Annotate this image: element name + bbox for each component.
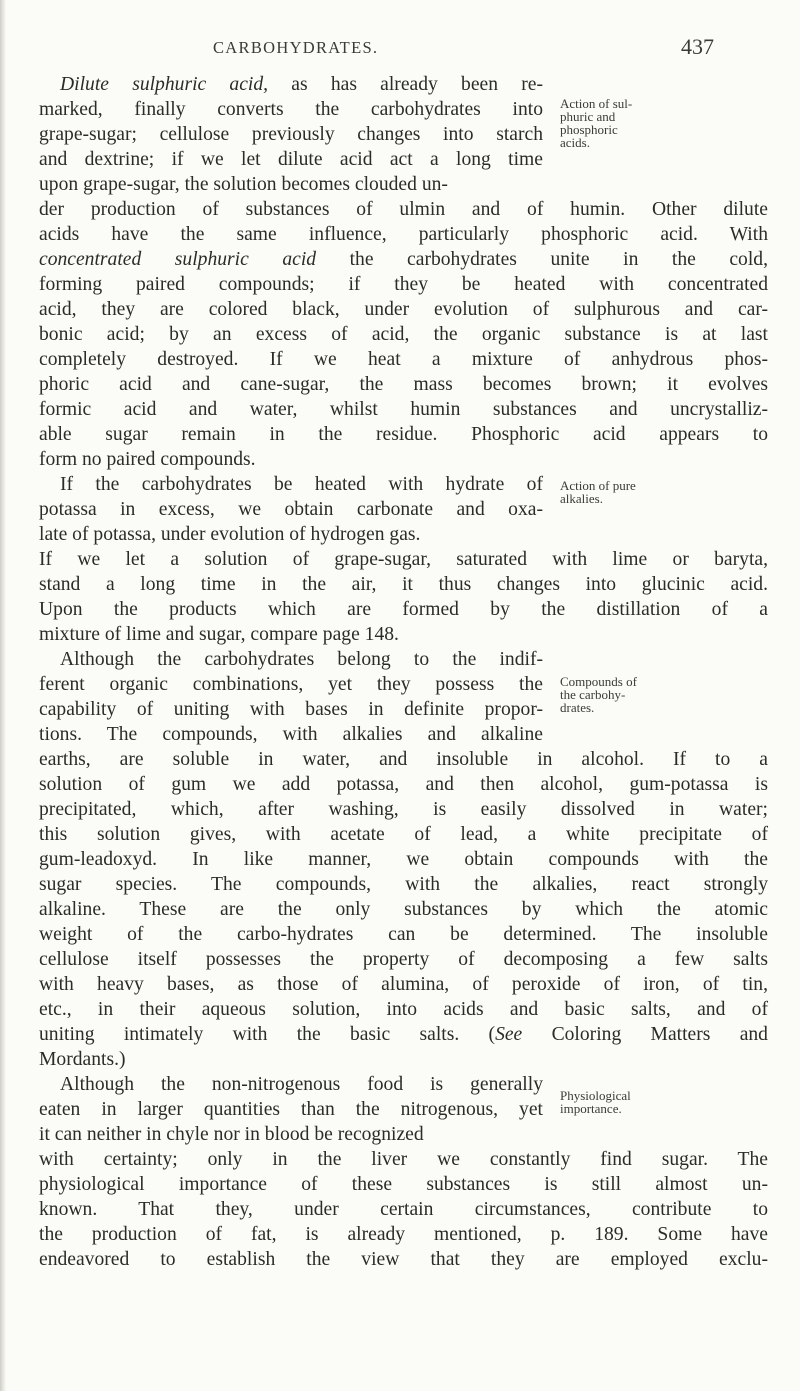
text-line: the production of fat, is already mentioned, p. 189. Some have [39,1224,768,1245]
text-line: this solution gives, with acetate of lead, a white precipitate of [39,824,768,845]
text-line: capability of uniting with bases in definite propor- [39,699,543,720]
text-line: stand a long time in the air, it thus changes into glucinic acid. [39,574,768,595]
text-line: late of potassa, under evolution of hydrogen gas. [39,524,421,545]
text-line: bonic acid; by an excess of acid, the organic substance is at last [39,324,768,345]
text-line: Dilute sulphuric acid, as has already been re- [60,74,543,95]
text-line: forming paired compounds; if they be heated with concentrated [39,274,768,295]
text-line: with certainty; only in the liver we constantly find sugar. The [39,1149,768,1170]
text-line: upon grape-sugar, the solution becomes clouded un- [39,174,448,195]
text-line: Upon the products which are formed by the distillation of a [39,599,768,620]
margin-note-alkalies: Action of pure alkalies. [560,478,636,506]
text-line: Although the non-nitrogenous food is generally [60,1074,543,1095]
text-line: formic acid and water, whilst humin substances and uncrystalliz- [39,399,768,420]
text-line: concentrated sulphuric acid the carbohydrates unite in the cold, [39,249,768,270]
text-line: If the carbohydrates be heated with hydrate of [60,474,543,495]
italic-term: Dilute sulphuric acid, [60,74,269,95]
text-line: weight of the carbo-hydrates can be determined. The insoluble [39,924,768,945]
text-line: able sugar remain in the residue. Phosphoric acid appears to [39,424,768,445]
text-line: marked, finally converts the carbohydrates into [39,99,543,120]
text-line: eaten in larger quantities than the nitrogenous, yet [39,1099,543,1120]
page-number: 437 [681,34,714,59]
text-line: tions. The compounds, with alkalies and alkaline [39,724,543,745]
text-line: completely destroyed. If we heat a mixture of anhydrous phos- [39,349,768,370]
margin-note-physiological: Physiological importance. [560,1088,631,1116]
text-line: cellulose itself possesses the property of decomposing a few salts [39,949,768,970]
text-line: form no paired compounds. [39,449,256,470]
margin-note-sulphuric: Action of sul- phuric and phosphoric acids. [560,96,633,150]
text-line: acids have the same influence, particularly phosphoric acid. With [39,224,768,245]
text-line: and dextrine; if we let dilute acid act a long time [39,149,543,170]
text-line: etc., in their aqueous solution, into acids and basic salts, and of [39,999,768,1020]
text-line: known. That they, under certain circumstances, contribute to [39,1199,768,1220]
text-line: precipitated, which, after washing, is easily dissolved in water; [39,799,768,820]
text-line: alkaline. These are the only substances by which the atomic [39,899,768,920]
text-line: physiological importance of these substances is still almost un- [39,1174,768,1195]
italic-term: See [495,1024,523,1045]
text-line: Mordants.) [39,1049,126,1070]
text-line: acid, they are colored black, under evolution of sulphurous and car- [39,299,768,320]
text-line: Although the carbohydrates belong to the indif- [60,649,543,670]
text-line: der production of substances of ulmin and of humin. Other dilute [39,199,768,220]
text-line: sugar species. The compounds, with the alkalies, react strongly [39,874,768,895]
running-title: CARBOHYDRATES. [213,38,379,57]
text-line: gum-leadoxyd. In like manner, we obtain compounds with the [39,849,768,870]
text-line: grape-sugar; cellulose previously changes into starch [39,124,543,145]
text-line: it can neither in chyle nor in blood be recognized [39,1124,424,1145]
italic-term: concentrated sulphuric acid [39,249,317,270]
binding-shadow [0,0,6,1391]
text-line: uniting intimately with the basic salts. (See Coloring Matters and [39,1024,768,1045]
margin-note-compounds: Compounds of the carbohy- drates. [560,674,637,715]
text-line: with heavy bases, as those of alumina, of peroxide of iron, of tin, [39,974,768,995]
text-line: ferent organic combinations, yet they possess the [39,674,543,695]
text-line: If we let a solution of grape-sugar, saturated with lime or baryta, [39,549,768,570]
text-line: earths, are soluble in water, and insoluble in alcohol. If to a [39,749,768,770]
text-line: mixture of lime and sugar, compare page 148. [39,624,399,645]
text-line: phoric acid and cane-sugar, the mass becomes brown; it evolves [39,374,768,395]
text-line: potassa in excess, we obtain carbonate and oxa- [39,499,543,520]
text-line: endeavored to establish the view that they are employed exclu- [39,1249,768,1270]
text-line: solution of gum we add potassa, and then alcohol, gum-potassa is [39,774,768,795]
